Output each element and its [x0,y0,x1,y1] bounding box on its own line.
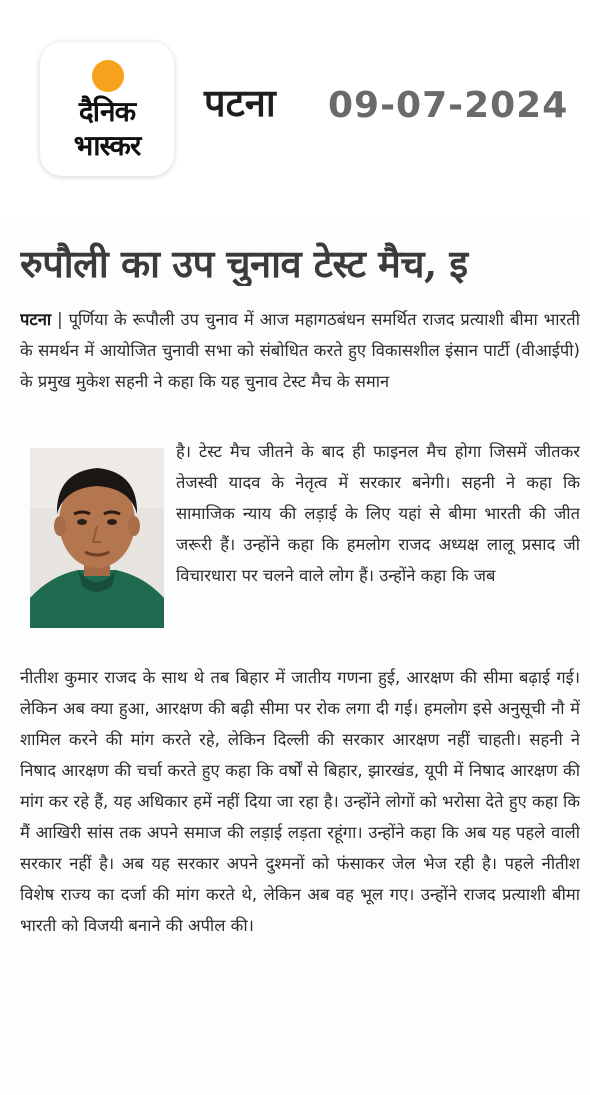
newspaper-clipping [0,222,590,1095]
logo-line-2: भास्कर [73,129,141,162]
mukesh-sahani-photo [30,448,164,628]
article-paragraph-top [20,304,580,438]
dainik-bhaskar-logo [40,42,174,176]
article-text-top: पूर्णिया के रूपौली उप चुनाव में आज महागठबंधन समर्थित राजद प्रत्याशी बीमा भारती के समर्थन में आयोजित चुनावी सभा को संबोधित करते हुए विकासशील इंसान पार्टी (वीआईपी) के प्रमुख मुकेश सहनी ने कहा कि यह चुनाव टेस्ट मैच के समान [20,310,580,391]
dateline-separator: | [51,310,69,329]
portrait-image [30,448,164,628]
edition-city: पटना [204,81,276,125]
article-paragraph-wrap: है। टेस्ट मैच जीतने के बाद ही फाइनल मैच होगा जिसमें जीतकर तेजस्वी यादव के नेतृत्व में सरकार बनेगी। सहनी ने कहा कि सामाजिक न्याय की लड़ाई के लिए यहां से बीमा भारती की जीत जरूरी हैं। उन्होंने कहा कि हमलोग राजद अध्यक्ष लालू प्रसाद जी विचारधारा पर चलने वाले लोग हैं। उन्होंने कहा कि जब [176,442,580,585]
sun-icon [92,60,124,92]
article-headline: रुपौली का उप चुनाव टेस्ट मैच, इ [20,242,468,286]
article-paragraph-bottom: नीतीश कुमार राजद के साथ थे तब बिहार में जातीय गणना हुई, आरक्षण की सीमा बढ़ाई गई। लेकिन अब क्या हुआ, आरक्षण की बढ़ी सीमा पर रोक लगा दी गई। हमलोग इसे अनुसूची नौ में शामिल करने की मांग करते रहे, लेकिन दिल्ली की सरकार आरक्षण नहीं चाहती। सहनी ने निषाद आरक्षण की चर्चा करते हुए कहा कि वर्षों से बिहार, झारखंड, यूपी में निषाद आरक्षण की मांग कर रहे हैं, यह अधिकार हमें नहीं दिया जा रहा है। उन्होंने लोगों को भरोसा देते हुए कहा कि मैं आखिरी सांस तक अपने समाज की लड़ाई लड़ता रहूंगा। उन्होंने कहा कि अब यह पहले वाली सरकार नहीं है। अब यह सरकार अपने दुश्मनों को फंसाकर जेल भेज रही है। पहले नीतीश विशेष राज्य का दर्जा की मांग करते थे, लेकिन अब वह भूल गए। उन्होंने राजद प्रत्याशी बीमा भारती को विजयी बनाने की अपील की। [20,668,580,935]
edition-date: 09-07-2024 [328,85,569,126]
logo-line-1: दैनिक [78,95,136,128]
masthead [0,0,590,200]
article-dateline: पटना [20,310,52,329]
